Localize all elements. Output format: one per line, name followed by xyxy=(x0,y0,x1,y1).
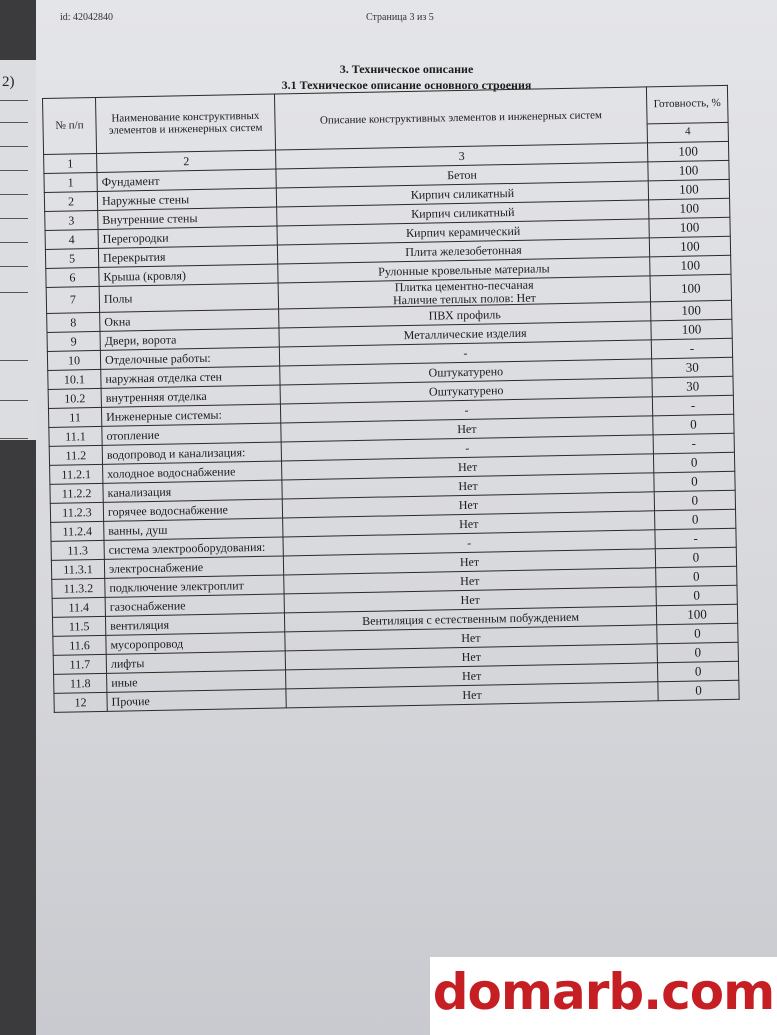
row-number-cell: 10.1 xyxy=(48,370,101,390)
row-number-cell: 11.6 xyxy=(53,636,106,656)
row-readiness-cell: 0 xyxy=(657,623,738,644)
description-line: Нет xyxy=(457,459,478,474)
row-number-cell: 11.3.2 xyxy=(52,579,105,599)
description-line: Кирпич керамический xyxy=(405,223,521,240)
header-ready-index: 4 xyxy=(647,122,728,143)
index-cell: 100 xyxy=(647,141,728,162)
description-line: - xyxy=(465,440,470,455)
document-id: id: 42042840 xyxy=(60,12,114,23)
description-line: Рулонные кровельные материалы xyxy=(378,260,550,279)
row-readiness-cell: - xyxy=(652,395,733,416)
row-readiness-cell: 0 xyxy=(653,452,734,473)
description-line: Нет xyxy=(459,554,480,569)
row-number-cell: 11.7 xyxy=(53,655,106,675)
row-readiness-cell: 100 xyxy=(649,198,730,219)
underlying-page-edge xyxy=(0,60,40,440)
row-readiness-cell: 100 xyxy=(656,604,737,625)
description-line: Плита железобетонная xyxy=(405,242,522,259)
row-name-cell: Перекрытия xyxy=(98,245,277,267)
row-readiness-cell: 0 xyxy=(653,414,734,435)
row-readiness-cell: 0 xyxy=(655,509,736,530)
header-num: № п/п xyxy=(43,97,97,154)
row-readiness-cell: 0 xyxy=(656,585,737,606)
row-name-cell: Внутренние стены xyxy=(98,207,277,229)
row-name-cell: вентиляция xyxy=(105,613,284,635)
row-readiness-cell: 0 xyxy=(658,680,739,701)
description-line: - xyxy=(463,345,468,360)
description-line: Нет xyxy=(461,649,482,664)
row-name-cell: Полы xyxy=(99,283,278,313)
row-readiness-cell: 100 xyxy=(649,217,730,238)
row-name-cell: канализация xyxy=(103,480,282,502)
row-name-cell: иные xyxy=(107,670,286,692)
description-line: Плитка цементно-песчаная xyxy=(394,277,534,295)
description-line: - xyxy=(464,402,469,417)
row-readiness-cell: - xyxy=(651,338,732,359)
row-number-cell: 11.4 xyxy=(52,598,105,618)
row-number-cell: 12 xyxy=(54,693,107,713)
row-name-cell: Фундамент xyxy=(97,169,276,191)
row-name-cell: подключение электроплит xyxy=(105,575,284,597)
technical-description-table xyxy=(42,85,740,713)
row-readiness-cell: 100 xyxy=(651,319,732,340)
row-readiness-cell: 30 xyxy=(652,357,733,378)
row-number-cell: 5 xyxy=(45,248,98,268)
row-readiness-cell: 100 xyxy=(648,179,729,200)
row-name-cell: наружная отделка стен xyxy=(101,366,280,388)
description-line: Нет xyxy=(460,573,480,588)
row-name-cell: Прочие xyxy=(107,689,286,711)
document-page xyxy=(36,0,777,1035)
row-number-cell: 11.3 xyxy=(51,541,104,561)
description-line: ПВХ профиль xyxy=(428,307,501,323)
row-name-cell: Перегородки xyxy=(98,226,277,248)
row-readiness-cell: 100 xyxy=(649,236,730,257)
row-name-cell: газоснабжение xyxy=(105,594,284,616)
row-name-cell: Окна xyxy=(100,309,279,331)
row-name-cell: Отделочные работы: xyxy=(100,347,279,369)
row-readiness-cell: 100 xyxy=(650,255,731,276)
description-line: Нет xyxy=(458,497,479,512)
row-number-cell: 11.2.1 xyxy=(50,465,103,485)
row-number-cell: 11 xyxy=(48,408,101,428)
row-name-cell: Крыша (кровля) xyxy=(99,264,278,286)
row-number-cell: 2 xyxy=(44,191,97,211)
underlying-page-tag: 2) xyxy=(2,74,15,90)
description-line: Нет xyxy=(461,668,482,683)
header-ready: Готовность, % xyxy=(646,85,728,124)
row-name-cell: Инженерные системы: xyxy=(101,404,280,426)
row-readiness-cell: - xyxy=(653,433,734,454)
row-number-cell: 11.2 xyxy=(49,446,102,466)
row-name-cell: водопровод и канализация: xyxy=(102,442,281,464)
page-indicator: Страница 3 из 5 xyxy=(366,12,434,23)
description-line: Нет xyxy=(461,630,481,645)
row-name-cell: горячее водоснабжение xyxy=(103,499,282,521)
row-readiness-cell: 0 xyxy=(657,661,738,682)
row-name-cell: отопление xyxy=(102,423,281,445)
description-line: Оштукатурено xyxy=(428,364,504,380)
row-number-cell: 11.2.4 xyxy=(51,522,104,542)
row-readiness-cell: 100 xyxy=(651,300,732,321)
row-number-cell: 11.3.1 xyxy=(51,560,104,580)
watermark-text: domarb.com xyxy=(432,963,775,1021)
index-cell: 2 xyxy=(97,150,276,172)
description-line: Нет xyxy=(458,478,478,493)
description-line: Нет xyxy=(458,516,479,531)
row-name-cell: Двери, ворота xyxy=(100,328,279,350)
row-number-cell: 9 xyxy=(47,332,100,352)
row-readiness-cell: 0 xyxy=(657,642,738,663)
description-line: Нет xyxy=(457,421,477,436)
row-number-cell: 11.5 xyxy=(52,617,105,637)
row-name-cell: мусоропровод xyxy=(106,632,285,654)
row-number-cell: 10.2 xyxy=(48,389,101,409)
header-name: Наименование конструктивных элементов и инженерных систем xyxy=(95,94,275,153)
description-line: Металлические изделия xyxy=(403,325,527,342)
subsection-title: 3.1 Техническое описание основного строения xyxy=(281,78,532,92)
description-line: - xyxy=(466,535,472,550)
row-number-cell: 11.8 xyxy=(54,674,107,694)
row-number-cell: 8 xyxy=(47,313,100,333)
header-desc: Описание конструктивных элементов и инженерных систем xyxy=(274,87,647,150)
row-number-cell: 10 xyxy=(47,351,100,371)
row-name-cell: электроснабжение xyxy=(104,556,283,578)
row-readiness-cell: 30 xyxy=(652,376,733,397)
row-readiness-cell: 0 xyxy=(654,471,735,492)
watermark-banner xyxy=(430,957,777,1035)
row-readiness-cell: 0 xyxy=(655,547,736,568)
row-number-cell: 11.2.3 xyxy=(50,503,103,523)
index-cell: 1 xyxy=(44,153,97,173)
row-name-cell: система электрооборудования: xyxy=(104,537,283,559)
row-number-cell: 11.1 xyxy=(49,427,102,447)
section-title: 3. Техническое описание xyxy=(339,62,474,76)
row-readiness-cell: 0 xyxy=(656,566,737,587)
description-line: Нет xyxy=(462,687,482,702)
row-readiness-cell: 100 xyxy=(650,274,731,302)
row-number-cell: 3 xyxy=(45,210,98,230)
row-number-cell: 7 xyxy=(46,286,99,313)
description-line: Бетон xyxy=(447,167,478,182)
description-line: Оштукатурено xyxy=(428,383,504,399)
description-line: Наличие теплых полов: Нет xyxy=(392,290,536,307)
description-line: Вентиляция с естественным побуждением xyxy=(362,609,580,628)
row-name-cell: внутренняя отделка xyxy=(101,385,280,407)
row-name-cell: ванны, душ xyxy=(104,518,283,540)
row-readiness-cell: 0 xyxy=(654,490,735,511)
description-line: Нет xyxy=(460,592,480,607)
row-number-cell: 4 xyxy=(45,229,98,249)
row-readiness-cell: 100 xyxy=(648,160,729,181)
row-number-cell: 1 xyxy=(44,172,97,192)
row-number-cell: 6 xyxy=(46,267,99,287)
index-cell: 3 xyxy=(276,143,648,169)
row-name-cell: Наружные стены xyxy=(97,188,276,210)
row-readiness-cell: - xyxy=(655,528,736,549)
description-line: Кирпич силикатный xyxy=(411,204,515,221)
row-name-cell: лифты xyxy=(106,651,285,673)
description-line: Кирпич силикатный xyxy=(410,185,515,202)
row-name-cell: холодное водоснабжение xyxy=(103,461,282,483)
row-number-cell: 11.2.2 xyxy=(50,484,103,504)
